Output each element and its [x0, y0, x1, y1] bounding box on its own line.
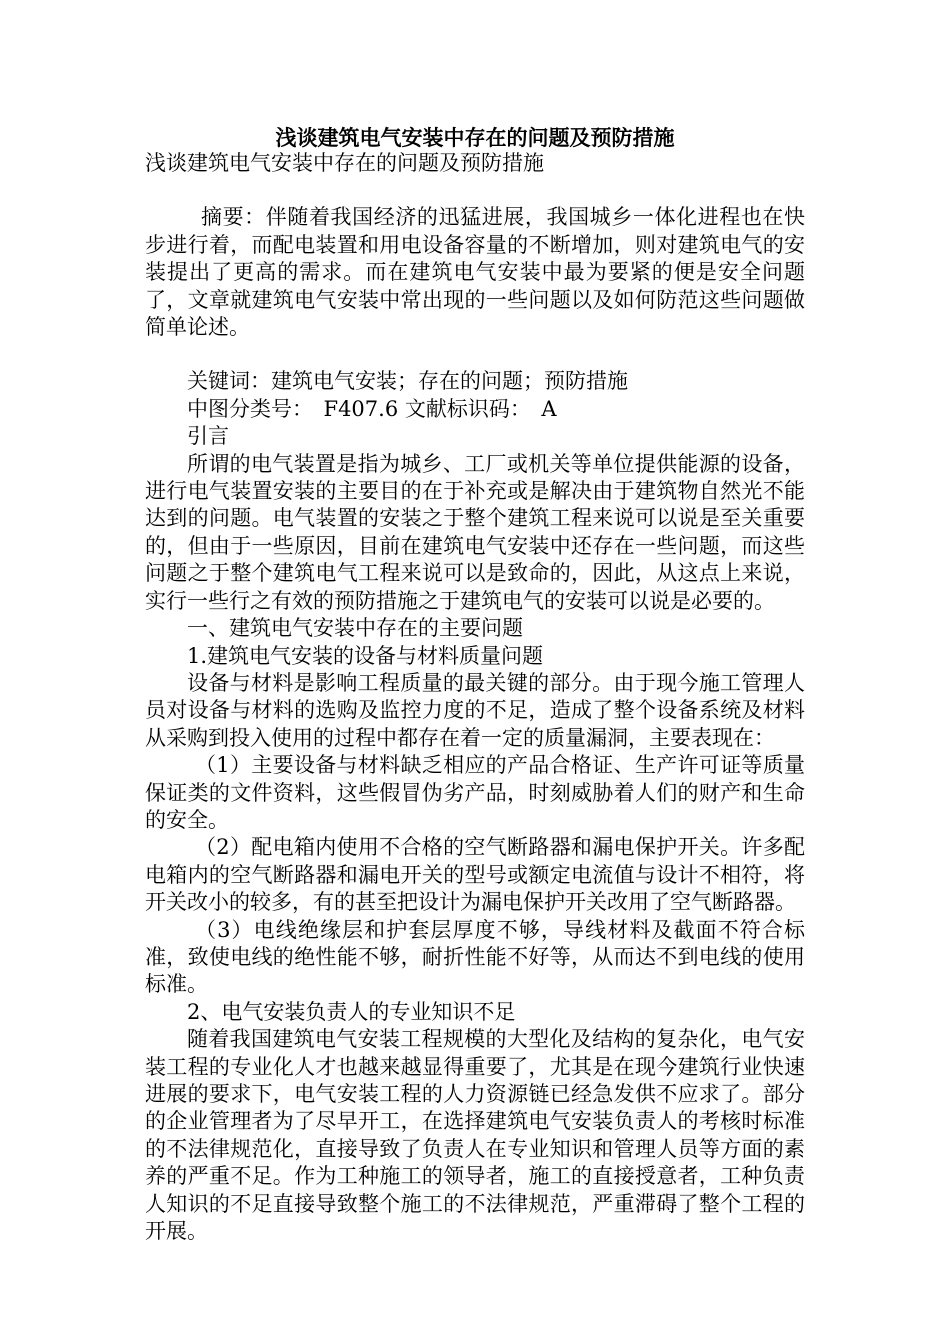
- blank-line: [145, 341, 805, 368]
- subsection2-paragraph: 随着我国建筑电气安装工程规模的大型化及结构的复杂化，电气安装工程的专业化人才也越来越显得重要了，尤其是在现今建筑行业快速进展的要求下，电气安装工程的人力资源链已经急发供不应求了。部分的企业管理者为了尽早开工，在选择建筑电气安装负责人的考核时标准的不法律规范化，直接导致了负责人在专业知识和管理人员等方面的素养的严重不足。作为工种施工的领导者，施工的直接授意者，工种负责人知识的不足直接导致整个施工的不法律规范，严重滞碍了整个工程的开展。: [145, 1027, 805, 1244]
- list-item-3: （3）电线绝缘层和护套层厚度不够，导线材料及截面不符合标准，致使电线的绝性能不够，耐折性能不好等，从而达不到电线的使用标准。: [145, 917, 805, 997]
- document-subtitle: 浅谈建筑电气安装中存在的问题及预防措施: [145, 151, 544, 175]
- intro-heading: 引言: [187, 424, 229, 449]
- abstract-paragraph: 摘要：伴随着我国经济的迅猛进展，我国城乡一体化进程也在快步进行着，而配电装置和用电设备容量的不断增加，则对建筑电气的安装提出了更高的需求。而在建筑电气安装中最为要紧的便是安全问题了，文章就建筑电气安装中常出现的一些问题以及如何防范这些问题做简单论述。: [145, 205, 805, 340]
- subsection1-paragraph: 设备与材料是影响工程质量的最关键的部分。由于现今施工管理人员对设备与材料的选购及监控力度的不足，造成了整个设备系统及材料从采购到投入使用的过程中都存在着一定的质量漏洞，主要表现在：: [145, 670, 805, 750]
- keywords-line: 关键词：建筑电气安装；存在的问题；预防措施: [187, 369, 628, 394]
- blank-line: [145, 177, 805, 204]
- subsection1-heading: 1.建筑电气安装的设备与材料质量问题: [187, 643, 544, 668]
- classification-line: 中图分类号： F407.6 文献标识码： A: [187, 396, 557, 421]
- document-body: [145, 150, 805, 1245]
- subsection2-heading: 2、电气安装负责人的专业知识不足: [187, 999, 516, 1024]
- section1-heading: 一、建筑电气安装中存在的主要问题: [187, 616, 523, 641]
- document-title: 浅谈建筑电气安装中存在的问题及预防措施: [275, 125, 675, 150]
- intro-paragraph: 所谓的电气装置是指为城乡、工厂或机关等单位提供能源的设备，进行电气装置安装的主要目的在于补充或是解决由于建筑物自然光不能达到的问题。电气装置的安装之于整个建筑工程来说可以说是至关重要的，但由于一些原因，目前在建筑电气安装中还存在一些问题，而这些问题之于整个建筑电气工程来说可以是致命的，因此，从这点上来说，实行一些行之有效的预防措施之于建筑电气的安装可以说是必要的。: [145, 451, 805, 613]
- list-item-1: （1）主要设备与材料缺乏相应的产品合格证、生产许可证等质量保证类的文件资料，这些假冒伪劣产品，时刻威胁着人们的财产和生命的安全。: [145, 753, 805, 832]
- list-item-2: （2）配电箱内使用不合格的空气断路器和漏电保护开关。许多配电箱内的空气断路器和漏电开关的型号或额定电流值与设计不相符，将开关改小的较多，有的甚至把设计为漏电保护开关改用了空气断路器。: [145, 835, 805, 915]
